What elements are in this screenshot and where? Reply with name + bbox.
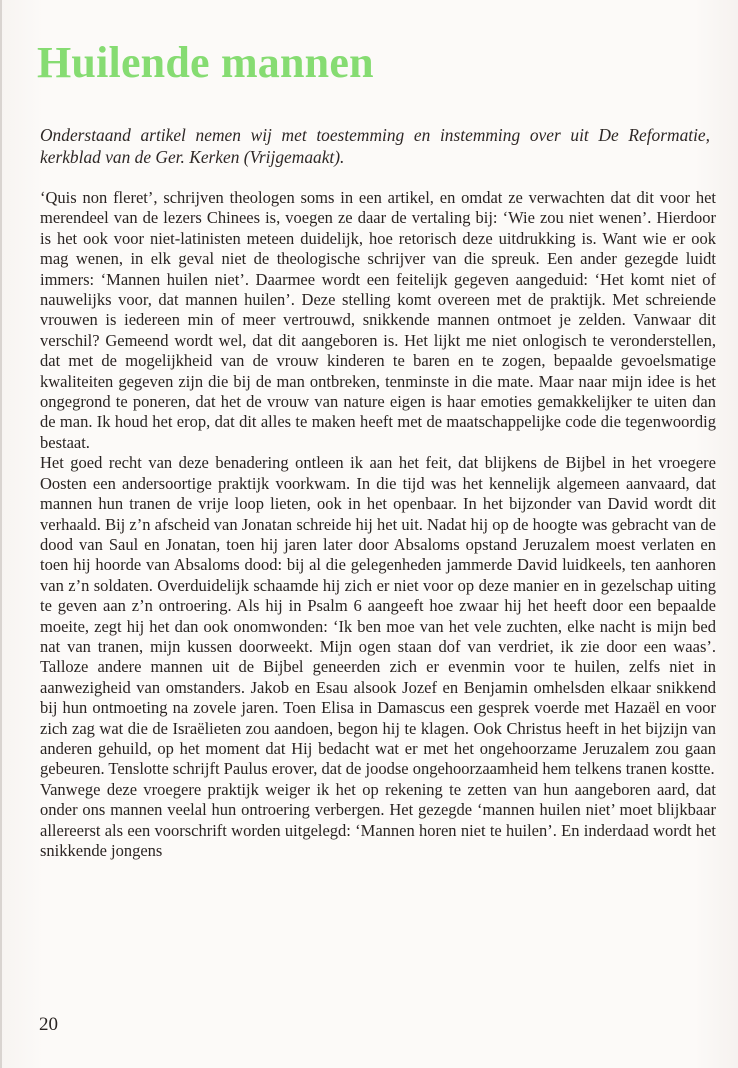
article-title: Huilende mannen — [37, 38, 374, 87]
article-body — [40, 188, 716, 861]
page-number: 20 — [39, 1014, 58, 1035]
body-paragraph: ‘Quis non fleret’, schrijven theologen soms in een artikel, en omdat ze verwachten dat dit voor het merendeel van de lezers Chinees is, voegen ze daar de vertaling bij: ‘Wie zou niet wenen’. Hierdoor is het ook voor niet-latinisten meteen duidelijk, hoe retorisch deze uitdrukking is. Want wie er ook mag wenen, in elk geval niet de theologische schrijver van die spreuk. Een ander gezegde luidt immers: ‘Mannen huilen niet’. Daarmee wordt een feitelijk gegeven aangeduid: ‘Het komt niet of nauwelijks voor, dat mannen huilen’. Deze stelling komt overeen met de praktijk. Met schreiende vrouwen is iedereen min of meer vertrouwd, snikkende mannen ontmoet je zelden. Vanwaar dit verschil? Gemeend wordt wel, dat dit aangeboren is. Het lijkt me niet onlogisch te veronderstellen, dat met de mogelijkheid van de vrouw kinderen te baren en te zogen, bepaalde gevoelsmatige kwaliteiten gegeven zijn die bij de man ontbreken, tenminste in die mate. Maar naar mijn idee is het ongegrond te poneren, dat het de vrouw van nature eigen is haar emoties gemakkelijker te uiten dan de man. Ik houd het erop, dat dit alles te maken heeft met de maatschappelijke code die tegenwoordig bestaat. — [40, 188, 716, 452]
body-paragraph: Vanwege deze vroegere praktijk weiger ik het op rekening te zetten van hun aangeboren aard, dat onder ons mannen veelal hun ontroering verbergen. Het gezegde ‘mannen huilen niet’ moet blijkbaar allereerst als een voorschrift worden uitgelegd: ‘Mannen horen niet te huilen’. En inderdaad wordt het snikkende jongens — [40, 779, 716, 860]
article-intro: Onderstaand artikel nemen wij met toestemming en instemming over uit De Reformatie, kerkblad van de Ger. Kerken (Vrijgemaakt). — [40, 125, 710, 167]
body-paragraph: Het goed recht van deze benadering ontleen ik aan het feit, dat blijkens de Bijbel in het vroegere Oosten een andersoortige praktijk voorkwam. In die tijd was het kennelijk algemeen aanvaard, dat mannen hun tranen de vrije loop lieten, ook in het openbaar. In het bijzonder van David wordt dit verhaald. Bij z’n afscheid van Jonatan schreide hij het uit. Nadat hij op de hoogte was gebracht van de dood van Saul en Jonatan, toen hij jaren later door Absaloms opstand Jeruzalem moest verlaten en toen hij hoorde van Absaloms dood: bij al die gelegenheden jammerde David luidkeels, ten aanhoren van z’n soldaten. Overduidelijk schaamde hij zich er niet voor op deze manier en in gezelschap uiting te geven aan z’n ontroering. Als hij in Psalm 6 aangeeft hoe zwaar hij het heeft door een bepaalde moeite, zegt hij het dan ook onomwonden: ‘Ik ben moe van het vele zuchten, elke nacht is mijn bed nat van tranen, mijn kussen doorweekt. Mijn ogen staan dof van verdriet, ik zie door een waas’. Talloze andere mannen uit de Bijbel geneerden zich er evenmin voor te huilen, zelfs niet in aanwezigheid van omstanders. Jakob en Esau alsook Jozef en Benjamin omhelsden elkaar snikkend bij hun ontmoeting na zovele jaren. Toen Elisa in Damascus een gesprek voerde met Hazaël en voor zich zag wat die de Israëlieten zou aandoen, begon hij te klagen. Ook Christus heeft in het bijzijn van anderen gehuild, op het moment dat Hij bedacht wat er met het ongehoorzame Jeruzalem zou gaan gebeuren. Tenslotte schrijft Paulus erover, dat de joodse ongehoorzaamheid hem telkens tranen kostte. — [40, 453, 716, 779]
page-edge — [0, 0, 2, 1068]
